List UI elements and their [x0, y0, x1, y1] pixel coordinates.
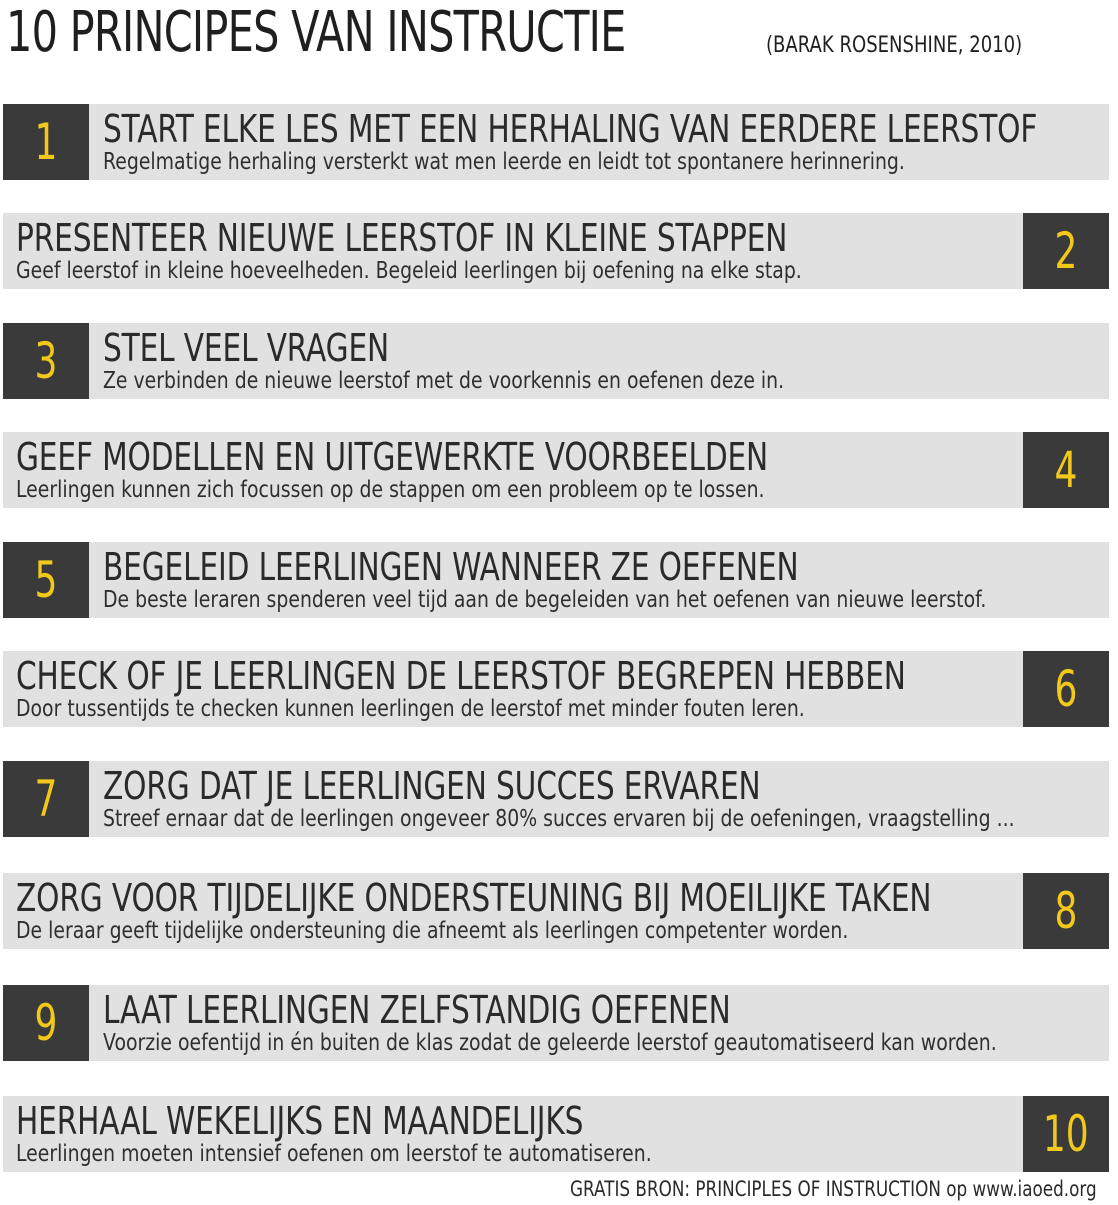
principle-text	[103, 985, 1103, 1061]
principle-text	[103, 323, 1103, 399]
principle-row-3	[3, 323, 1109, 399]
principle-number-box	[1023, 1096, 1109, 1172]
principle-number-box	[3, 104, 89, 180]
principle-number: 2	[1054, 222, 1078, 280]
principle-description: De leraar geeft tijdelijke ondersteuning die afneemt als leerlingen competenter worden.	[16, 918, 849, 944]
principle-number-box	[1023, 432, 1109, 508]
principle-number: 7	[34, 770, 58, 828]
principle-text	[16, 651, 1016, 727]
principle-description: Geef leerstof in kleine hoeveelheden. Begeleid leerlingen bij oefening na elke stap.	[16, 258, 802, 284]
principle-number: 3	[34, 332, 58, 390]
principle-description: Leerlingen moeten intensief oefenen om leerstof te automatiseren.	[16, 1141, 652, 1167]
principle-number-box	[1023, 213, 1109, 289]
principle-row-4	[3, 432, 1109, 508]
principle-number: 10	[1043, 1105, 1089, 1163]
principle-text	[16, 873, 1016, 949]
principle-number-box	[3, 985, 89, 1061]
principle-number: 1	[34, 113, 58, 171]
principle-row-1	[3, 104, 1109, 180]
principle-number: 8	[1054, 882, 1078, 940]
principle-text	[16, 213, 1016, 289]
principle-number: 5	[34, 551, 58, 609]
principle-text	[16, 432, 1016, 508]
principle-row-9	[3, 985, 1109, 1061]
principle-heading: LAAT LEERLINGEN ZELFSTANDIG OEFENEN	[103, 988, 731, 1032]
principle-row-2	[3, 213, 1109, 289]
principle-number-box	[3, 323, 89, 399]
principle-number-box	[1023, 651, 1109, 727]
principle-description: Streef ernaar dat de leerlingen ongeveer 80% succes ervaren bij de oefeningen, vraagstelling ...	[103, 806, 1015, 832]
principle-row-8	[3, 873, 1109, 949]
principle-text	[103, 542, 1103, 618]
principle-heading: GEEF MODELLEN EN UITGEWERKTE VOORBEELDEN	[16, 435, 769, 479]
principle-heading: HERHAAL WEKELIJKS EN MAANDELIJKS	[16, 1099, 584, 1143]
principle-heading: STEL VEEL VRAGEN	[103, 326, 390, 370]
principle-number: 6	[1054, 660, 1078, 718]
principle-row-10	[3, 1096, 1109, 1172]
principle-description: Regelmatige herhaling versterkt wat men leerde en leidt tot spontanere herinnering.	[103, 149, 905, 175]
principle-description: Door tussentijds te checken kunnen leerlingen de leerstof met minder fouten leren.	[16, 696, 805, 722]
principle-number-box	[1023, 873, 1109, 949]
principle-row-7	[3, 761, 1109, 837]
principle-text	[103, 104, 1103, 180]
principle-description: Voorzie oefentijd in én buiten de klas zodat de geleerde leerstof geautomatiseerd kan worden.	[103, 1030, 997, 1056]
principle-text	[103, 761, 1103, 837]
principle-description: Leerlingen kunnen zich focussen op de stappen om een probleem op te lossen.	[16, 477, 765, 503]
page-title: 10 PRINCIPES VAN INSTRUCTIE	[6, 0, 626, 65]
principle-number: 4	[1054, 441, 1078, 499]
principle-heading: PRESENTEER NIEUWE LEERSTOF IN KLEINE STAPPEN	[16, 216, 788, 260]
principle-text	[16, 1096, 1016, 1172]
source-credit: GRATIS BRON: PRINCIPLES OF INSTRUCTION op www.iaoed.org	[570, 1177, 1097, 1201]
principle-row-6	[3, 651, 1109, 727]
principle-heading: BEGELEID LEERLINGEN WANNEER ZE OEFENEN	[103, 545, 799, 589]
page-subtitle: (BARAK ROSENSHINE, 2010)	[766, 33, 1023, 58]
principle-heading: START ELKE LES MET EEN HERHALING VAN EERDERE LEERSTOF	[103, 107, 1038, 151]
principle-heading: CHECK OF JE LEERLINGEN DE LEERSTOF BEGREPEN HEBBEN	[16, 654, 906, 698]
principle-description: De beste leraren spenderen veel tijd aan de begeleiden van het oefenen van nieuwe leerstof.	[103, 587, 987, 613]
principle-heading: ZORG DAT JE LEERLINGEN SUCCES ERVAREN	[103, 764, 761, 808]
principle-heading: ZORG VOOR TIJDELIJKE ONDERSTEUNING BIJ MOEILIJKE TAKEN	[16, 876, 932, 920]
principle-number-box	[3, 761, 89, 837]
principle-number: 9	[34, 994, 58, 1052]
principle-description: Ze verbinden de nieuwe leerstof met de voorkennis en oefenen deze in.	[103, 368, 785, 394]
principle-row-5	[3, 542, 1109, 618]
principle-number-box	[3, 542, 89, 618]
